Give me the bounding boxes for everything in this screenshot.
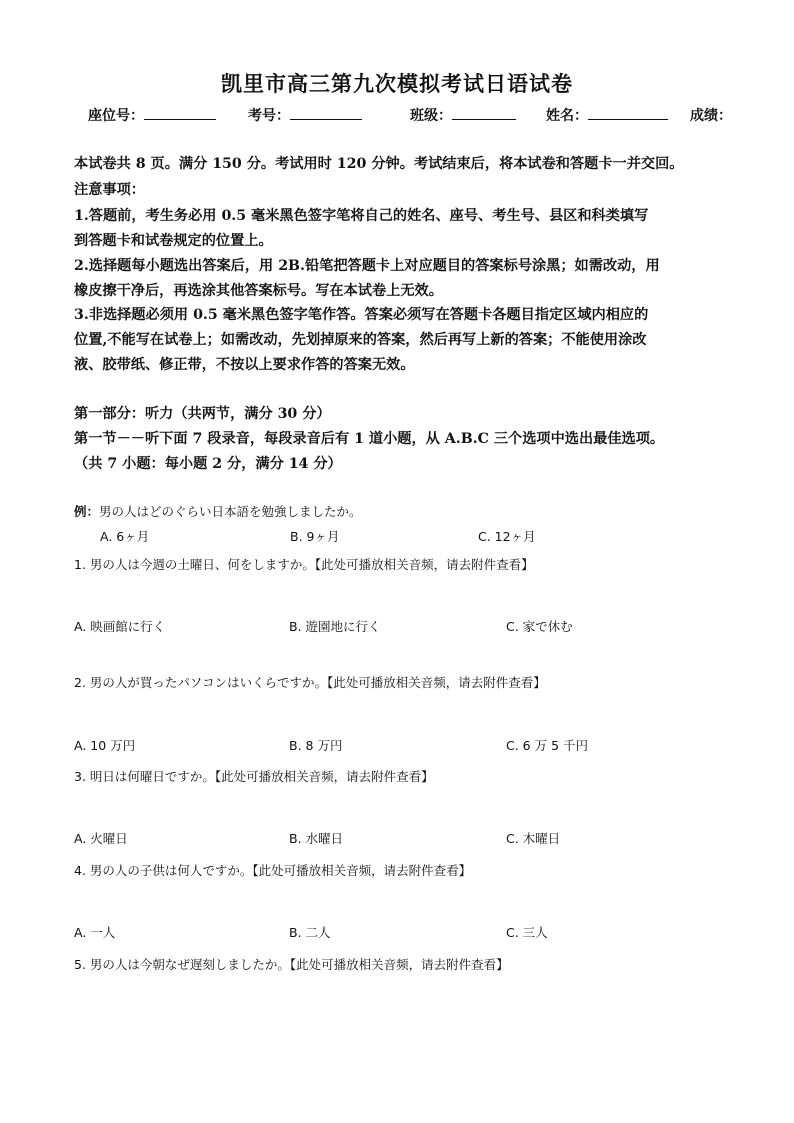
instruction-heading: 注意事项： (74, 182, 145, 198)
example-option-a: A. 6ヶ月 (100, 529, 150, 544)
page-title: 凯里市高三第九次模拟考试日语试卷 (221, 71, 573, 96)
score-label: 成绩： (690, 108, 732, 124)
question-1-option-a: A. 映画館に行く (74, 619, 166, 634)
question-1-option-c: C. 家で休む (506, 619, 573, 634)
instruction-item-3b: 位置,不能写在试卷上；如需改动，先划掉原来的答案，然后再写上新的答案；不能使用涂改 (74, 332, 647, 348)
candidate-info-row (88, 105, 748, 127)
seat-field (88, 105, 216, 125)
question-1-option-b: B. 遊園地に行く (289, 619, 381, 634)
score-field (690, 105, 732, 125)
question-2-option-a: A. 10 万円 (74, 738, 136, 753)
example-option-b: B. 9ヶ月 (290, 529, 340, 544)
section-description: 第一节－－听下面 7 段录音，每段录音后有 1 道小题，从 A.B.C 三个选项中选出最佳选项。 (74, 431, 665, 447)
exam-number-field (248, 105, 362, 125)
question-5-stem: 5. 男の人は今朝なぜ遅刻しましたか。【此处可播放相关音频，请去附件查看】 (74, 957, 509, 972)
question-3-option-b: B. 水曜日 (289, 831, 344, 846)
instruction-item-2a: 2.选择题每小题选出答案后，用 2B.铅笔把答题卡上对应题目的答案标号涂黑；如需改动，用 (74, 258, 660, 274)
question-3-stem: 3. 明日は何曜日ですか。【此处可播放相关音频，请去附件查看】 (74, 769, 434, 784)
exam-number-label: 考号： (248, 108, 290, 124)
section-count: （共 7 小题：每小题 2 分，满分 14 分） (74, 456, 342, 472)
question-3-option-a: A. 火曜日 (74, 831, 128, 846)
name-blank (588, 105, 668, 120)
class-blank (452, 105, 516, 120)
instruction-item-3a: 3.非选择题必须用 0.5 毫米黑色签字笔作答。答案必须写在答题卡各题目指定区域内相应的 (74, 307, 649, 323)
example-question-text: 男の人はどのぐらい日本語を勉強しましたか。 (99, 504, 362, 519)
question-2-stem: 2. 男の人が買ったパソコンはいくらですか。【此处可播放相关音频，请去附件查看】 (74, 675, 546, 690)
instruction-intro: 本试卷共 8 页。满分 150 分。考试用时 120 分钟。考试结束后，将本试卷和答题卡一并交回。 (74, 156, 684, 172)
exam-number-blank (290, 105, 362, 120)
seat-blank (144, 105, 216, 120)
example-label: 例： (74, 504, 100, 519)
example-stem (74, 502, 362, 520)
seat-label: 座位号： (88, 108, 144, 124)
example-option-c: C. 12ヶ月 (478, 529, 536, 544)
name-field (546, 105, 668, 125)
question-4-option-b: B. 二人 (289, 925, 331, 940)
class-field (410, 105, 516, 125)
class-label: 班级： (410, 108, 452, 124)
instruction-item-1b: 到答题卡和试卷规定的位置上。 (74, 233, 273, 249)
question-3-option-c: C. 木曜日 (506, 831, 561, 846)
question-2-option-c: C. 6 万 5 千円 (506, 738, 589, 753)
section-part: 第一部分：听力（共两节，满分 30 分） (74, 406, 331, 422)
question-4-option-c: C. 三人 (506, 925, 548, 940)
question-1-stem: 1. 男の人は今週の土曜日、何をしますか。【此处可播放相关音频，请去附件查看】 (74, 557, 534, 572)
instruction-item-1a: 1.答题前，考生务必用 0.5 毫米黑色签字笔将自己的姓名、座号、考生号、县区和科类填写 (74, 208, 649, 224)
name-label: 姓名： (546, 108, 588, 124)
question-4-stem: 4. 男の人の子供は何人ですか。【此处可播放相关音频，请去附件查看】 (74, 863, 472, 878)
instruction-item-3c: 液、胶带纸、修正带，不按以上要求作答的答案无效。 (74, 357, 415, 373)
instruction-item-2b: 橡皮擦干净后，再选涂其他答案标号。写在本试卷上无效。 (74, 283, 443, 299)
question-2-option-b: B. 8 万円 (289, 738, 343, 753)
question-4-option-a: A. 一人 (74, 925, 116, 940)
